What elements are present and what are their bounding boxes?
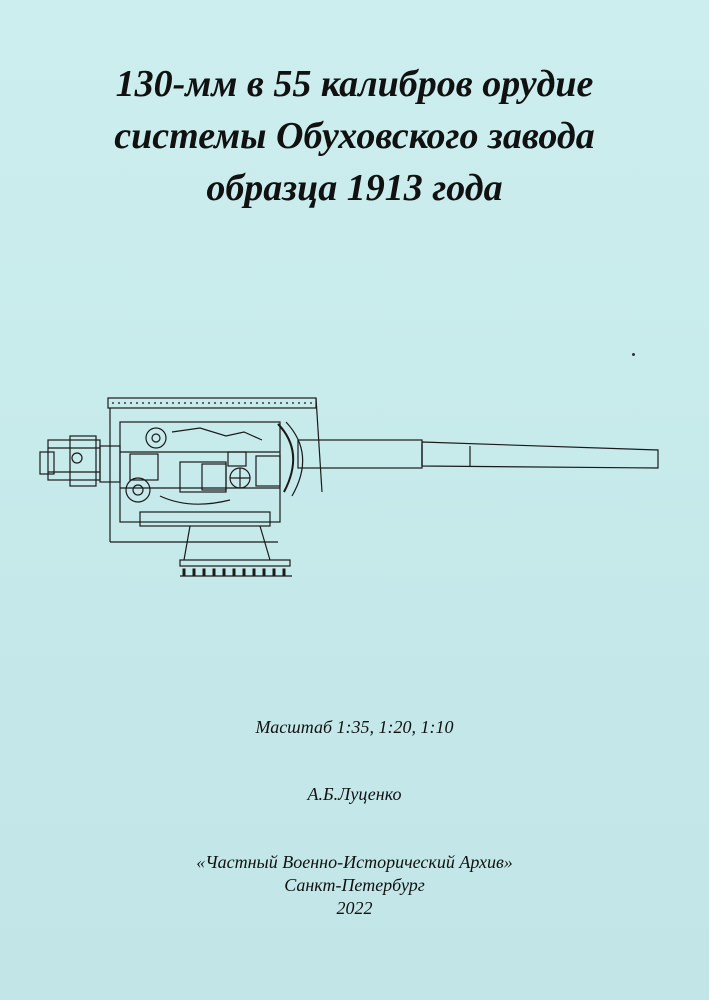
- print-speck: [632, 353, 635, 356]
- cover-title: [0, 58, 709, 214]
- publisher-block: [0, 851, 709, 920]
- gun-pedestal: [110, 526, 292, 576]
- title-line-1: 130-мм в 55 калибров орудие: [115, 63, 594, 105]
- publisher-name: «Частный Военно-Исторический Архив»: [196, 852, 513, 872]
- naval-gun-drawing: [30, 392, 670, 582]
- gun-mounting: [120, 422, 280, 526]
- author-name: А.Б.Луценко: [307, 784, 402, 804]
- title-line-2: системы Обуховского завода: [114, 115, 595, 157]
- scale-text: Масштаб 1:35, 1:20, 1:10: [255, 717, 454, 737]
- gun-barrel: [298, 440, 658, 468]
- title-line-3: образца 1913 года: [206, 167, 503, 209]
- publication-year: 2022: [336, 898, 373, 918]
- gun-breech: [40, 436, 120, 486]
- publisher-city: Санкт-Петербург: [284, 875, 425, 895]
